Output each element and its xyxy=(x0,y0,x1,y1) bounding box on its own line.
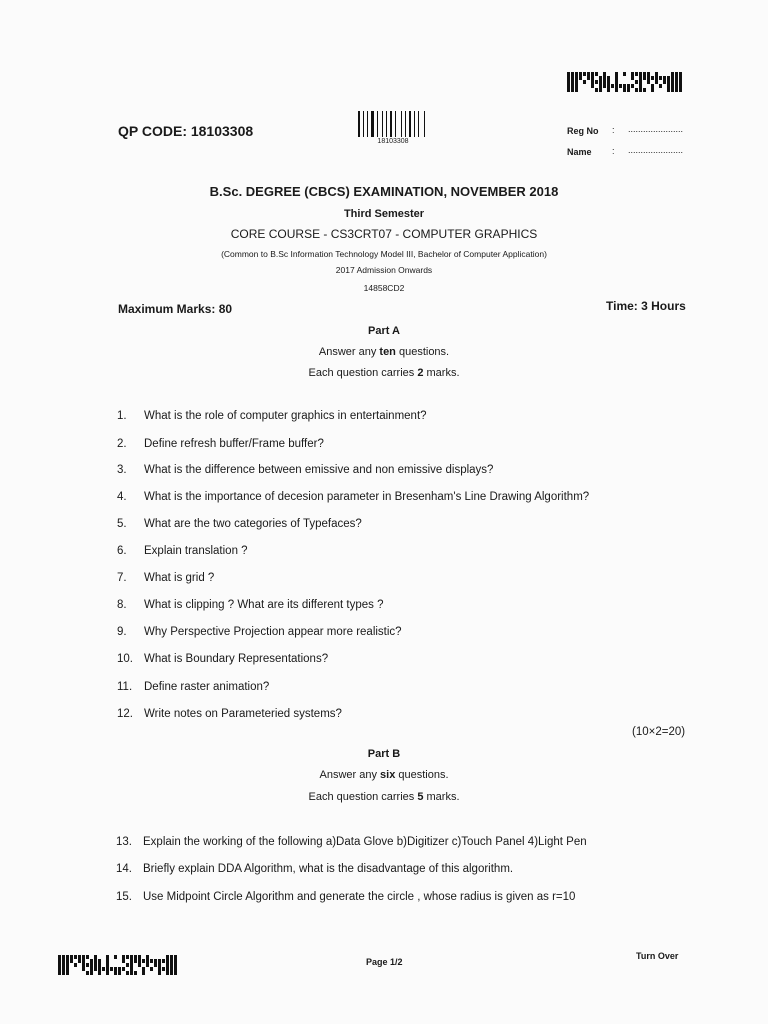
qr-column xyxy=(98,955,101,975)
qr-cell xyxy=(62,971,65,975)
barcode-bar xyxy=(418,111,419,137)
barcode-bar xyxy=(416,111,418,137)
question-number: 15. xyxy=(116,891,132,903)
question-number: 11. xyxy=(117,681,133,693)
qr-cell xyxy=(595,88,598,92)
question-text: Write notes on Parameteried systems? xyxy=(144,708,342,720)
qr-cell xyxy=(138,971,141,975)
qr-cell xyxy=(158,971,161,975)
barcode-bar xyxy=(395,111,396,137)
part-a-heading: Part A xyxy=(368,325,400,337)
qr-column xyxy=(70,955,73,975)
maximum-marks: Maximum Marks: 80 xyxy=(118,302,233,316)
barcode-bar xyxy=(393,111,394,137)
question-number: 8. xyxy=(117,599,127,611)
qr-column xyxy=(583,72,586,92)
qr-column xyxy=(106,955,109,975)
barcode-bar xyxy=(377,111,378,137)
qr-column xyxy=(170,955,173,975)
qr-cell xyxy=(126,971,129,975)
barcode-bar xyxy=(369,111,370,137)
qr-column xyxy=(122,955,125,975)
qr-column xyxy=(675,72,678,92)
qr-column xyxy=(66,955,69,975)
question-4 xyxy=(117,491,589,503)
question-text: What are the two categories of Typefaces? xyxy=(144,518,362,530)
question-number: 5. xyxy=(117,518,127,530)
barcode-bar xyxy=(375,111,376,137)
barcode-bar xyxy=(402,111,404,137)
question-1 xyxy=(117,410,427,422)
barcode-bar xyxy=(384,111,386,137)
question-number: 12. xyxy=(117,708,133,720)
qr-column xyxy=(623,72,626,92)
question-7 xyxy=(117,572,214,584)
qr-cell xyxy=(591,88,594,92)
barcode-bar xyxy=(405,111,406,137)
qr-cell xyxy=(122,971,125,975)
qr-cell xyxy=(639,88,642,92)
qr-column xyxy=(631,72,634,92)
question-number: 1. xyxy=(117,410,127,422)
part-a-marks-post: marks. xyxy=(423,367,460,379)
qr-column xyxy=(114,955,117,975)
qr-column xyxy=(655,72,658,92)
question-text: Use Midpoint Circle Algorithm and generate the circle , whose radius is given as r=10 xyxy=(143,891,576,903)
barcode-bar xyxy=(358,111,360,137)
admission-note: 2017 Admission Onwards xyxy=(335,265,433,275)
barcode-bar xyxy=(414,111,415,137)
part-b-marks-note xyxy=(0,791,768,803)
qr-column xyxy=(90,955,93,975)
question-text: What is Boundary Representations? xyxy=(144,653,329,665)
qr-column xyxy=(607,72,610,92)
qr-column xyxy=(174,955,177,975)
qr-cell xyxy=(643,88,646,92)
question-6 xyxy=(117,545,248,557)
question-number: 13. xyxy=(116,836,132,848)
qr-column xyxy=(62,955,65,975)
question-text: What is grid ? xyxy=(144,572,215,584)
qr-column xyxy=(603,72,606,92)
qr-column xyxy=(154,955,157,975)
qr-column xyxy=(150,955,153,975)
qr-cell xyxy=(579,88,582,92)
qr-cell xyxy=(114,971,117,975)
qr-cell xyxy=(106,971,109,975)
qr-column xyxy=(615,72,618,92)
qr-column xyxy=(647,72,650,92)
qp-code: QP CODE: 18103308 xyxy=(118,123,254,139)
part-a-marks-note xyxy=(0,367,768,379)
question-text: What is the role of computer graphics in entertainment? xyxy=(144,410,427,422)
qr-column xyxy=(575,72,578,92)
qr-cell xyxy=(146,971,149,975)
part-b-heading: Part B xyxy=(367,748,401,760)
reg-no-label: Reg No xyxy=(567,126,599,136)
question-number: 3. xyxy=(117,464,127,476)
part-b-instruction-post: questions. xyxy=(395,769,449,781)
question-8 xyxy=(117,599,383,611)
part-a-instruction-pre: Answer any xyxy=(318,346,380,358)
qr-column xyxy=(635,72,638,92)
part-b-instruction-count: six xyxy=(380,769,396,781)
barcode-bar xyxy=(388,111,389,137)
barcode-bar xyxy=(420,111,423,137)
qr-cell xyxy=(142,971,145,975)
barcode-bar xyxy=(365,111,367,137)
turn-over-note: Turn Over xyxy=(636,951,679,961)
qr-cell xyxy=(635,88,638,92)
question-text: Explain the working of the following a)Data Glove b)Digitizer c)Touch Panel 4)Light Pen xyxy=(143,836,587,848)
top-qr-code xyxy=(567,72,685,92)
barcode-bar xyxy=(424,111,425,137)
reg-no-field: ...................... xyxy=(628,124,684,134)
qr-cell xyxy=(651,88,654,92)
qr-cell xyxy=(603,88,606,92)
qr-cell xyxy=(130,971,133,975)
barcode-bar xyxy=(367,111,368,137)
qr-cell xyxy=(671,88,674,92)
qr-column xyxy=(679,72,682,92)
question-3 xyxy=(117,464,493,476)
qr-column xyxy=(579,72,582,92)
barcode-bar xyxy=(363,111,364,137)
qr-cell xyxy=(631,88,634,92)
part-a-instruction-post: questions. xyxy=(395,346,450,358)
barcode-bar xyxy=(397,111,400,137)
bottom-qr-code xyxy=(58,955,178,975)
qr-cell xyxy=(599,88,602,92)
qr-cell xyxy=(627,88,630,92)
paper-code: 14858CD2 xyxy=(363,283,405,293)
qr-column xyxy=(627,72,630,92)
question-text: Explain translation ? xyxy=(144,545,248,557)
qr-cell xyxy=(98,971,101,975)
question-text: What is the importance of decesion parameter in Bresenham's Line Drawing Algorithm? xyxy=(144,491,590,503)
time-allowed: Time: 3 Hours xyxy=(606,299,686,313)
part-a-instruction xyxy=(0,346,768,358)
qr-cell xyxy=(134,971,137,975)
qr-column xyxy=(591,72,594,92)
qr-cell xyxy=(58,971,61,975)
qr-cell xyxy=(675,88,678,92)
question-2 xyxy=(117,438,324,450)
barcode-bar xyxy=(401,111,402,137)
part-b-marks-pre: Each question carries xyxy=(308,791,418,803)
barcode-bar xyxy=(426,111,427,137)
qr-column xyxy=(134,955,137,975)
qr-column xyxy=(58,955,61,975)
qr-cell xyxy=(571,88,574,92)
qr-cell xyxy=(102,971,105,975)
question-number: 10. xyxy=(117,653,133,665)
qr-column xyxy=(130,955,133,975)
barcode-bar xyxy=(409,111,411,137)
qr-column xyxy=(126,955,129,975)
qr-column xyxy=(643,72,646,92)
qr-cell xyxy=(166,971,169,975)
barcode-bar xyxy=(386,111,387,137)
qr-column xyxy=(659,72,662,92)
qr-column xyxy=(639,72,642,92)
qr-column xyxy=(142,955,145,975)
qr-column xyxy=(587,72,590,92)
qr-column xyxy=(651,72,654,92)
qr-cell xyxy=(567,88,570,92)
qr-column xyxy=(74,955,77,975)
part-b-marks-post: marks. xyxy=(423,791,460,803)
part-a-total-marks: (10×2=20) xyxy=(632,726,686,738)
barcode-bar xyxy=(379,111,381,137)
qr-cell xyxy=(162,971,165,975)
qr-cell xyxy=(174,971,177,975)
qr-cell xyxy=(663,88,666,92)
qr-column xyxy=(595,72,598,92)
name-label: Name xyxy=(567,147,592,157)
qr-cell xyxy=(94,971,97,975)
qr-cell xyxy=(619,88,622,92)
qr-cell xyxy=(86,971,89,975)
question-text: What is clipping ? What are its different types ? xyxy=(144,599,384,611)
qr-cell xyxy=(575,88,578,92)
barcode-bars xyxy=(358,111,428,137)
qr-cell xyxy=(615,88,618,92)
qr-cell xyxy=(118,971,121,975)
question-number: 6. xyxy=(117,545,127,557)
question-text: What is the difference between emissive and non emissive displays? xyxy=(144,464,494,476)
qr-cell xyxy=(679,88,682,92)
barcode-bar xyxy=(412,111,413,137)
qr-column xyxy=(667,72,670,92)
part-b-instruction-pre: Answer any xyxy=(319,769,381,781)
qr-cell xyxy=(70,971,73,975)
qr-cell xyxy=(78,971,81,975)
qr-cell xyxy=(82,971,85,975)
qr-column xyxy=(162,955,165,975)
qr-cell xyxy=(587,88,590,92)
qr-cell xyxy=(647,88,650,92)
qr-column xyxy=(671,72,674,92)
qr-column xyxy=(82,955,85,975)
name-field: ...................... xyxy=(628,145,684,155)
qr-cell xyxy=(110,971,113,975)
question-10 xyxy=(117,653,328,665)
qr-cell xyxy=(170,971,173,975)
question-14 xyxy=(116,863,513,875)
question-number: 4. xyxy=(117,491,127,503)
question-text: Define refresh buffer/Frame buffer? xyxy=(144,438,324,450)
qr-column xyxy=(571,72,574,92)
question-9 xyxy=(117,626,402,638)
question-text: Define raster animation? xyxy=(144,681,270,693)
qr-column xyxy=(94,955,97,975)
qr-cell xyxy=(150,971,153,975)
qr-cell xyxy=(74,971,77,975)
question-12 xyxy=(117,708,342,720)
question-number: 2. xyxy=(117,438,127,450)
header-barcode xyxy=(358,111,428,145)
part-b-marks-value: 5 xyxy=(417,791,424,803)
qr-cell xyxy=(623,88,626,92)
qr-column xyxy=(611,72,614,92)
qr-column xyxy=(118,955,121,975)
part-a-marks-pre: Each question carries xyxy=(308,367,418,379)
qr-column xyxy=(663,72,666,92)
semester: Third Semester xyxy=(343,208,425,220)
name-colon: : xyxy=(612,146,615,156)
barcode-bar xyxy=(382,111,383,137)
qr-cell xyxy=(583,88,586,92)
qr-column xyxy=(599,72,602,92)
barcode-bar xyxy=(390,111,392,137)
question-15 xyxy=(116,891,575,903)
reg-no-colon: : xyxy=(612,125,615,135)
exam-title: B.Sc. DEGREE (CBCS) EXAMINATION, NOVEMBER 2018 xyxy=(209,184,559,199)
qr-column xyxy=(102,955,105,975)
part-a-instruction-count: ten xyxy=(379,346,396,358)
barcode-bar xyxy=(371,111,374,137)
question-text: Briefly explain DDA Algorithm, what is the disadvantage of this algorithm. xyxy=(143,863,514,875)
question-11 xyxy=(117,681,269,693)
qr-column xyxy=(146,955,149,975)
barcode-bar xyxy=(361,111,362,137)
page-number: Page 1/2 xyxy=(366,957,403,967)
qr-cell xyxy=(659,88,662,92)
question-number: 14. xyxy=(116,863,132,875)
part-b-instruction xyxy=(0,769,768,781)
barcode-bar xyxy=(407,111,408,137)
question-5 xyxy=(117,518,362,530)
qr-cell xyxy=(607,88,610,92)
barcode-number: 18103308 xyxy=(377,138,409,145)
question-number: 9. xyxy=(117,626,127,638)
course-title: CORE COURSE - CS3CRT07 - COMPUTER GRAPHICS xyxy=(230,227,538,241)
qr-column xyxy=(158,955,161,975)
question-13 xyxy=(116,836,587,848)
qr-cell xyxy=(655,88,658,92)
qr-cell xyxy=(611,88,614,92)
qr-column xyxy=(619,72,622,92)
qr-column xyxy=(567,72,570,92)
qr-cell xyxy=(154,971,157,975)
qr-column xyxy=(78,955,81,975)
qr-cell xyxy=(66,971,69,975)
qr-column xyxy=(86,955,89,975)
course-common-note: (Common to B.Sc Information Technology Model III, Bachelor of Computer Application) xyxy=(221,249,547,259)
qr-column xyxy=(110,955,113,975)
qr-column xyxy=(166,955,169,975)
part-a-marks-value: 2 xyxy=(417,367,424,379)
qr-cell xyxy=(667,88,670,92)
question-number: 7. xyxy=(117,572,127,584)
qr-column xyxy=(138,955,141,975)
qr-cell xyxy=(90,971,93,975)
question-text: Why Perspective Projection appear more realistic? xyxy=(144,626,402,638)
